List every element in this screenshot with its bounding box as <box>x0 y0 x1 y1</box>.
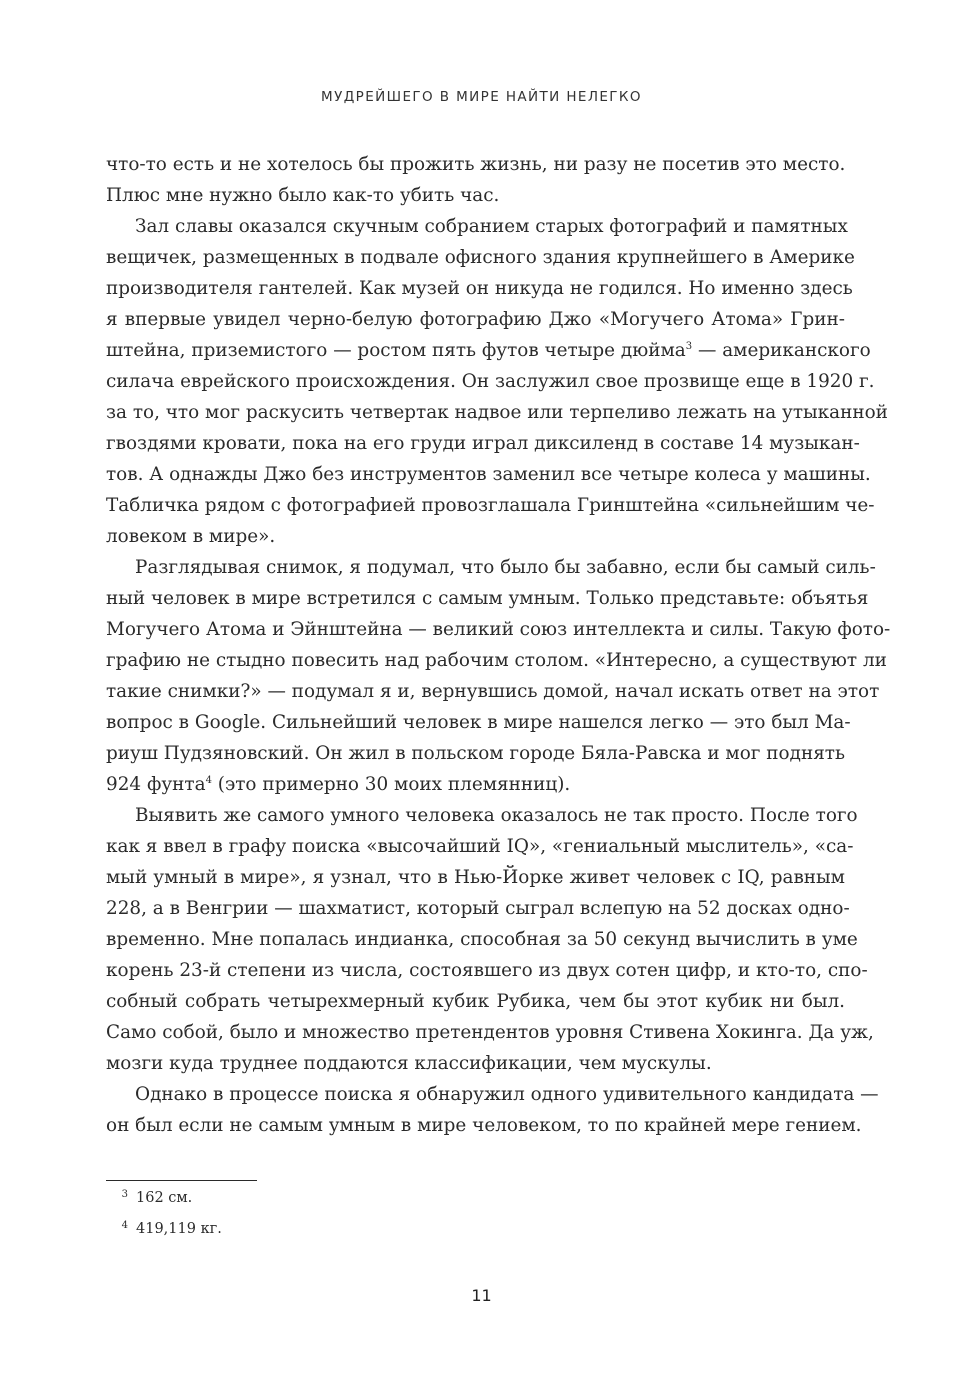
text-line: корень 23-й степени из числа, состоявшего из двух сотен цифр, и кто-то, спо- <box>106 960 868 981</box>
page-number: 11 <box>471 1286 492 1305</box>
footnote-mark: 4 <box>121 1220 128 1231</box>
text-line: вещичек, размещенных в подвале офисного здания крупнейшего в Америке <box>106 247 855 268</box>
text-line: собный собрать четырехмерный кубик Рубика, чем бы этот кубик ни был. <box>106 991 845 1012</box>
text-line: силача еврейского происхождения. Он заслужил свое прозвище еще в 1920 г. <box>106 371 875 392</box>
text-segment: 924 фунта <box>106 774 206 795</box>
text-line: Табличка рядом с фотографией провозглашала Гринштейна «сильнейшим че- <box>106 495 875 516</box>
text-line: вопрос в Google. Сильнейший человек в мире нашелся легко — это был Ма- <box>106 712 851 733</box>
text-line: как я ввел в графу поиска «высочайший IQ», «гениальный мыслитель», «са- <box>106 836 854 857</box>
text-line: мозги куда труднее поддаются классификации, чем мускулы. <box>106 1053 712 1074</box>
body-text <box>106 149 891 1141</box>
text-line <box>106 335 871 366</box>
footnote-mark: 3 <box>121 1189 128 1200</box>
footnote-reference[interactable]: 3 <box>685 341 693 352</box>
footnote-divider <box>106 1180 257 1181</box>
footnote-text: 162 см. <box>136 1190 193 1206</box>
text-line: графию не стыдно повесить над рабочим столом. «Интересно, а существуют ли <box>106 650 887 671</box>
text-line <box>106 769 845 800</box>
text-line: Разглядывая снимок, я подумал, что было бы забавно, если бы самый силь- <box>135 557 876 578</box>
text-line: Плюс мне нужно было как-то убить час. <box>106 185 500 206</box>
text-line: риуш Пудзяновский. Он жил в польском городе Бяла-Равска и мог поднять <box>106 743 845 764</box>
text-line: за то, что мог раскусить четвертак надвое или терпеливо лежать на утыканной <box>106 402 888 423</box>
running-head: МУДРЕЙШЕГО В МИРЕ НАЙТИ НЕЛЕГКО <box>321 89 642 105</box>
text-line: такие снимки?» — подумал я и, вернувшись домой, начал искать ответ на этот <box>106 681 880 702</box>
footnote <box>106 1189 192 1206</box>
text-line: что-то есть и не хотелось бы прожить жизнь, ни разу не посетив это место. <box>106 154 846 175</box>
text-line: тов. А однажды Джо без инструментов заменил все четыре колеса у машины. <box>106 464 871 485</box>
text-line: Могучего Атома и Эйнштейна — великий союз интеллекта и силы. Такую фото- <box>106 619 891 640</box>
text-segment: — американского <box>692 340 871 361</box>
text-segment: (это примерно 30 моих племянниц). <box>211 774 571 795</box>
text-line: я впервые увидел черно-белую фотографию Джо «Могучего Атома» Грин- <box>106 309 845 330</box>
text-line: 228, а в Венгрии — шахматист, который сыграл вслепую на 52 досках одно- <box>106 898 850 919</box>
text-line: временно. Мне попалась индианка, способная за 50 секунд вычислить в уме <box>106 929 858 950</box>
text-line: он был если не самым умным в мире человеком, то по крайней мере гением. <box>106 1115 862 1136</box>
footnote-text: 419,119 кг. <box>136 1221 222 1237</box>
text-line: гвоздями кровати, пока на его груди играл диксиленд в составе 14 музыкан- <box>106 433 860 454</box>
text-line: Выявить же самого умного человека оказалось не так просто. После того <box>135 805 858 826</box>
footnote-reference[interactable]: 4 <box>205 775 212 786</box>
footnote <box>106 1220 222 1237</box>
text-line: Однако в процессе поиска я обнаружил одного удивительного кандидата — <box>135 1084 879 1105</box>
text-line: мый умный в мире», я узнал, что в Нью-Йорке живет человек с IQ, равным <box>106 867 845 888</box>
text-line: ловеком в мире». <box>106 526 276 547</box>
text-segment: штейна, приземистого — ростом пять футов четыре дюйма <box>106 340 686 361</box>
text-line: ный человек в мире встретился с самым умным. Только представьте: объятья <box>106 588 869 609</box>
text-line: производителя гантелей. Как музей он никуда не годился. Но именно здесь <box>106 278 853 299</box>
text-line: Зал славы оказался скучным собранием старых фотографий и памятных <box>135 216 848 237</box>
text-line: Само собой, было и множество претендентов уровня Стивена Хокинга. Да уж, <box>106 1022 874 1043</box>
